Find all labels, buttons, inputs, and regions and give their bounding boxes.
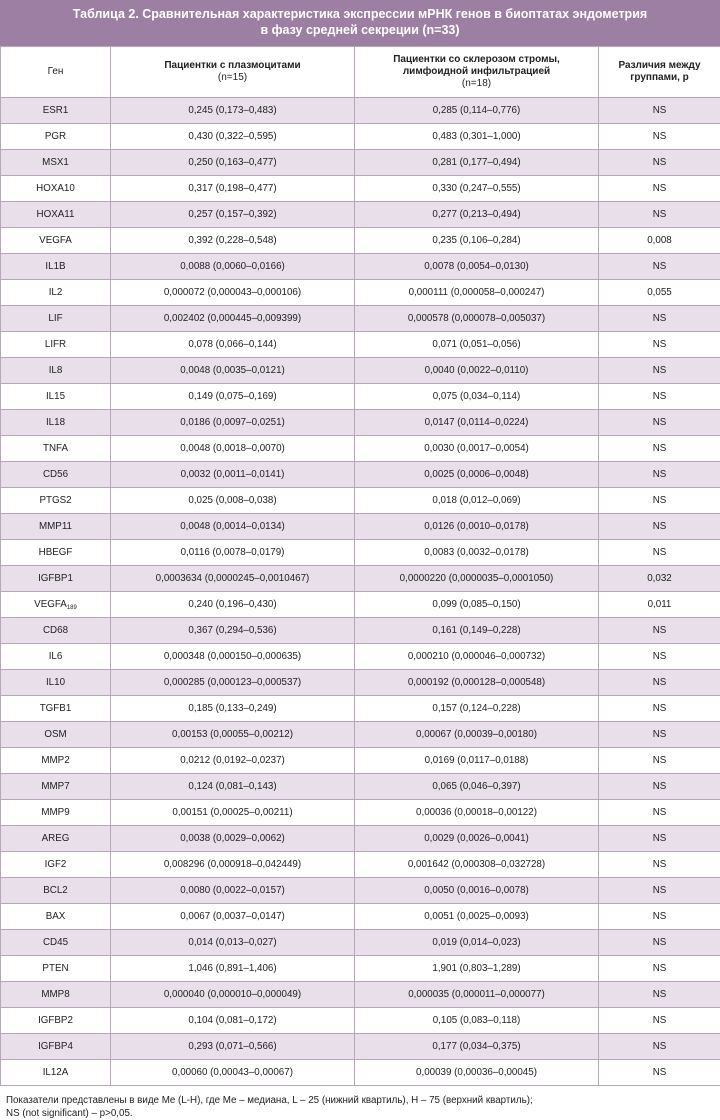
cell-group2: 0,000111 (0,000058–0,000247) <box>355 280 599 306</box>
cell-gene: IL15 <box>1 384 111 410</box>
cell-group1: 0,250 (0,163–0,477) <box>111 150 355 176</box>
cell-group1: 0,000040 (0,000010–0,000049) <box>111 982 355 1008</box>
cell-group2: 0,105 (0,083–0,118) <box>355 1008 599 1034</box>
cell-group1: 0,078 (0,066–0,144) <box>111 332 355 358</box>
cell-group2: 0,0040 (0,0022–0,0110) <box>355 358 599 384</box>
table-row <box>1 956 720 982</box>
cell-group1: 0,000348 (0,000150–0,000635) <box>111 644 355 670</box>
cell-gene: MMP11 <box>1 514 111 540</box>
cell-group2: 0,483 (0,301–1,000) <box>355 124 599 150</box>
table-row <box>1 280 720 306</box>
gene-expression-table <box>0 46 720 1086</box>
cell-group2: 0,000192 (0,000128–0,000548) <box>355 670 599 696</box>
table-row <box>1 592 720 618</box>
cell-difference: NS <box>599 436 720 462</box>
cell-group1: 0,00060 (0,00043–0,00067) <box>111 1060 355 1086</box>
cell-gene: IL18 <box>1 410 111 436</box>
cell-difference: NS <box>599 618 720 644</box>
cell-difference: NS <box>599 800 720 826</box>
cell-group2: 0,330 (0,247–0,555) <box>355 176 599 202</box>
cell-group1: 0,00153 (0,00055–0,00212) <box>111 722 355 748</box>
cell-gene: IL6 <box>1 644 111 670</box>
cell-gene: MMP2 <box>1 748 111 774</box>
cell-gene: IGFBP1 <box>1 566 111 592</box>
cell-difference: NS <box>599 150 720 176</box>
cell-gene: HOXA10 <box>1 176 111 202</box>
table-title-line-1: Таблица 2. Сравнительная характеристика экспрессии мРНК генов в биоптатах эндометрия <box>0 6 720 22</box>
cell-difference: NS <box>599 722 720 748</box>
cell-group2: 0,065 (0,046–0,397) <box>355 774 599 800</box>
cell-group1: 0,124 (0,081–0,143) <box>111 774 355 800</box>
cell-difference: NS <box>599 696 720 722</box>
cell-group1: 0,0116 (0,0078–0,0179) <box>111 540 355 566</box>
footnote-line-1: Показатели представлены в виде Me (L-H), где Me – медиана, L – 25 (нижний квартиль), H – 75 (верхний квартиль); <box>6 1094 714 1107</box>
cell-group1: 0,0003634 (0,0000245–0,0010467) <box>111 566 355 592</box>
cell-group2: 0,235 (0,106–0,284) <box>355 228 599 254</box>
table-row <box>1 852 720 878</box>
cell-group1: 0,0038 (0,0029–0,0062) <box>111 826 355 852</box>
table-row <box>1 1060 720 1086</box>
cell-group1: 0,025 (0,008–0,038) <box>111 488 355 514</box>
cell-difference: NS <box>599 98 720 124</box>
table-row <box>1 930 720 956</box>
table-body <box>1 98 720 1086</box>
table-row <box>1 124 720 150</box>
cell-difference: NS <box>599 254 720 280</box>
cell-gene: CD68 <box>1 618 111 644</box>
table-row <box>1 98 720 124</box>
cell-group1: 0,0032 (0,0011–0,0141) <box>111 462 355 488</box>
cell-group1: 0,149 (0,075–0,169) <box>111 384 355 410</box>
table-title-line-2: в фазу средней секреции (n=33) <box>0 22 720 38</box>
cell-difference: NS <box>599 748 720 774</box>
cell-group2: 0,0078 (0,0054–0,0130) <box>355 254 599 280</box>
cell-group1: 0,317 (0,198–0,477) <box>111 176 355 202</box>
cell-difference: NS <box>599 124 720 150</box>
cell-group1: 0,014 (0,013–0,027) <box>111 930 355 956</box>
cell-difference: NS <box>599 410 720 436</box>
cell-gene: MMP7 <box>1 774 111 800</box>
table-row <box>1 332 720 358</box>
table-row <box>1 904 720 930</box>
cell-difference: 0,008 <box>599 228 720 254</box>
cell-group2: 0,0050 (0,0016–0,0078) <box>355 878 599 904</box>
table-row <box>1 800 720 826</box>
cell-difference: NS <box>599 306 720 332</box>
cell-difference: NS <box>599 488 720 514</box>
cell-group2: 0,0126 (0,0010–0,0178) <box>355 514 599 540</box>
cell-difference: NS <box>599 1034 720 1060</box>
cell-gene: IL8 <box>1 358 111 384</box>
cell-group1: 0,293 (0,071–0,566) <box>111 1034 355 1060</box>
table-row <box>1 1034 720 1060</box>
cell-gene: AREG <box>1 826 111 852</box>
cell-difference: NS <box>599 514 720 540</box>
cell-gene: CD56 <box>1 462 111 488</box>
cell-group2: 1,901 (0,803–1,289) <box>355 956 599 982</box>
cell-gene: PGR <box>1 124 111 150</box>
cell-group1: 0,392 (0,228–0,548) <box>111 228 355 254</box>
cell-difference: NS <box>599 176 720 202</box>
cell-group2: 0,277 (0,213–0,494) <box>355 202 599 228</box>
cell-difference: NS <box>599 670 720 696</box>
cell-group2: 0,099 (0,085–0,150) <box>355 592 599 618</box>
cell-difference: NS <box>599 384 720 410</box>
cell-gene: TGFB1 <box>1 696 111 722</box>
table-title <box>0 0 720 46</box>
cell-difference: NS <box>599 956 720 982</box>
cell-group2: 0,157 (0,124–0,228) <box>355 696 599 722</box>
cell-gene: BCL2 <box>1 878 111 904</box>
cell-group2: 0,0025 (0,0006–0,0048) <box>355 462 599 488</box>
table-row <box>1 410 720 436</box>
header-group1: Пациентки с плазмоцитами (n=15) <box>111 47 355 98</box>
cell-gene: IL12A <box>1 1060 111 1086</box>
cell-group2: 0,0000220 (0,0000035–0,0001050) <box>355 566 599 592</box>
cell-group1: 0,367 (0,294–0,536) <box>111 618 355 644</box>
cell-group2: 0,019 (0,014–0,023) <box>355 930 599 956</box>
cell-difference: 0,055 <box>599 280 720 306</box>
cell-group1: 0,0088 (0,0060–0,0166) <box>111 254 355 280</box>
table-row <box>1 644 720 670</box>
cell-difference: NS <box>599 878 720 904</box>
cell-difference: NS <box>599 904 720 930</box>
cell-group2: 0,018 (0,012–0,069) <box>355 488 599 514</box>
cell-group1: 0,245 (0,173–0,483) <box>111 98 355 124</box>
cell-group1: 0,00151 (0,00025–0,00211) <box>111 800 355 826</box>
table-row <box>1 774 720 800</box>
cell-group1: 0,257 (0,157–0,392) <box>111 202 355 228</box>
cell-group2: 0,000578 (0,000078–0,005037) <box>355 306 599 332</box>
cell-group2: 0,0030 (0,0017–0,0054) <box>355 436 599 462</box>
table-row <box>1 618 720 644</box>
cell-gene: OSM <box>1 722 111 748</box>
cell-difference: NS <box>599 540 720 566</box>
cell-group2: 0,00036 (0,00018–0,00122) <box>355 800 599 826</box>
cell-gene: IGFBP4 <box>1 1034 111 1060</box>
cell-gene: MMP9 <box>1 800 111 826</box>
cell-group2: 0,161 (0,149–0,228) <box>355 618 599 644</box>
cell-group1: 0,185 (0,133–0,249) <box>111 696 355 722</box>
cell-gene: PTGS2 <box>1 488 111 514</box>
cell-gene: BAX <box>1 904 111 930</box>
cell-group2: 0,00039 (0,00036–0,00045) <box>355 1060 599 1086</box>
cell-group1: 0,0048 (0,0014–0,0134) <box>111 514 355 540</box>
cell-group2: 0,0169 (0,0117–0,0188) <box>355 748 599 774</box>
cell-group1: 0,002402 (0,000445–0,009399) <box>111 306 355 332</box>
cell-difference: NS <box>599 332 720 358</box>
table-row <box>1 826 720 852</box>
cell-gene: PTEN <box>1 956 111 982</box>
cell-group1: 0,0212 (0,0192–0,0237) <box>111 748 355 774</box>
cell-group2: 0,071 (0,051–0,056) <box>355 332 599 358</box>
table-row <box>1 696 720 722</box>
cell-gene: HBEGF <box>1 540 111 566</box>
cell-difference: NS <box>599 852 720 878</box>
cell-group1: 0,0080 (0,0022–0,0157) <box>111 878 355 904</box>
table-row <box>1 878 720 904</box>
cell-group1: 0,0048 (0,0035–0,0121) <box>111 358 355 384</box>
cell-group2: 0,00067 (0,00039–0,00180) <box>355 722 599 748</box>
cell-gene: LIFR <box>1 332 111 358</box>
cell-group2: 0,0051 (0,0025–0,0093) <box>355 904 599 930</box>
header-difference: Различия между группами, p <box>599 47 720 98</box>
cell-difference: NS <box>599 644 720 670</box>
cell-difference: NS <box>599 982 720 1008</box>
cell-group2: 0,0083 (0,0032–0,0178) <box>355 540 599 566</box>
table-row <box>1 384 720 410</box>
table-row <box>1 514 720 540</box>
cell-group1: 0,008296 (0,000918–0,042449) <box>111 852 355 878</box>
cell-group2: 0,000035 (0,000011–0,000077) <box>355 982 599 1008</box>
cell-difference: NS <box>599 1060 720 1086</box>
cell-gene: TNFA <box>1 436 111 462</box>
cell-difference: NS <box>599 462 720 488</box>
table-row <box>1 566 720 592</box>
cell-difference: NS <box>599 930 720 956</box>
cell-difference: NS <box>599 774 720 800</box>
cell-group2: 0,075 (0,034–0,114) <box>355 384 599 410</box>
table-row <box>1 1008 720 1034</box>
table-row <box>1 462 720 488</box>
table-row <box>1 982 720 1008</box>
table-row <box>1 436 720 462</box>
cell-gene: IL1B <box>1 254 111 280</box>
cell-group2: 0,0029 (0,0026–0,0041) <box>355 826 599 852</box>
table-row <box>1 306 720 332</box>
cell-group1: 0,0067 (0,0037–0,0147) <box>111 904 355 930</box>
table-row <box>1 202 720 228</box>
footnote <box>0 1086 720 1120</box>
header-gene: Ген <box>1 47 111 98</box>
cell-gene: HOXA11 <box>1 202 111 228</box>
cell-group1: 0,104 (0,081–0,172) <box>111 1008 355 1034</box>
cell-group1: 0,240 (0,196–0,430) <box>111 592 355 618</box>
cell-gene: MSX1 <box>1 150 111 176</box>
table-row <box>1 358 720 384</box>
cell-gene: LIF <box>1 306 111 332</box>
cell-difference: 0,032 <box>599 566 720 592</box>
cell-group1: 0,000072 (0,000043–0,000106) <box>111 280 355 306</box>
cell-group1: 0,430 (0,322–0,595) <box>111 124 355 150</box>
table-row <box>1 540 720 566</box>
footnote-line-2: NS (not significant) – p>0,05. <box>6 1107 714 1120</box>
cell-difference: NS <box>599 202 720 228</box>
cell-difference: NS <box>599 358 720 384</box>
header-group2: Пациентки со склерозом стромы, лимфоидной инфильтрацией (n=18) <box>355 47 599 98</box>
header-row <box>1 47 720 98</box>
table-row <box>1 670 720 696</box>
cell-group2: 0,001642 (0,000308–0,032728) <box>355 852 599 878</box>
cell-gene: $VEGFA_{189}$ <box>1 592 111 618</box>
cell-group1: 0,0048 (0,0018–0,0070) <box>111 436 355 462</box>
cell-gene: CD45 <box>1 930 111 956</box>
cell-group1: 1,046 (0,891–1,406) <box>111 956 355 982</box>
table-row <box>1 722 720 748</box>
cell-gene: IL2 <box>1 280 111 306</box>
cell-gene: IGF2 <box>1 852 111 878</box>
cell-group1: 0,000285 (0,000123–0,000537) <box>111 670 355 696</box>
cell-gene: IGFBP2 <box>1 1008 111 1034</box>
table-row <box>1 150 720 176</box>
cell-gene: IL10 <box>1 670 111 696</box>
table-row <box>1 176 720 202</box>
cell-gene: ESR1 <box>1 98 111 124</box>
cell-group2: 0,000210 (0,000046–0,000732) <box>355 644 599 670</box>
cell-gene: MMP8 <box>1 982 111 1008</box>
cell-difference: NS <box>599 826 720 852</box>
table-row <box>1 228 720 254</box>
cell-group2: 0,285 (0,114–0,776) <box>355 98 599 124</box>
cell-difference: 0,011 <box>599 592 720 618</box>
table-row <box>1 748 720 774</box>
table-row <box>1 488 720 514</box>
cell-gene: VEGFA <box>1 228 111 254</box>
cell-group2: 0,281 (0,177–0,494) <box>355 150 599 176</box>
cell-group1: 0,0186 (0,0097–0,0251) <box>111 410 355 436</box>
table-row <box>1 254 720 280</box>
cell-difference: NS <box>599 1008 720 1034</box>
cell-group2: 0,177 (0,034–0,375) <box>355 1034 599 1060</box>
cell-group2: 0,0147 (0,0114–0,0224) <box>355 410 599 436</box>
